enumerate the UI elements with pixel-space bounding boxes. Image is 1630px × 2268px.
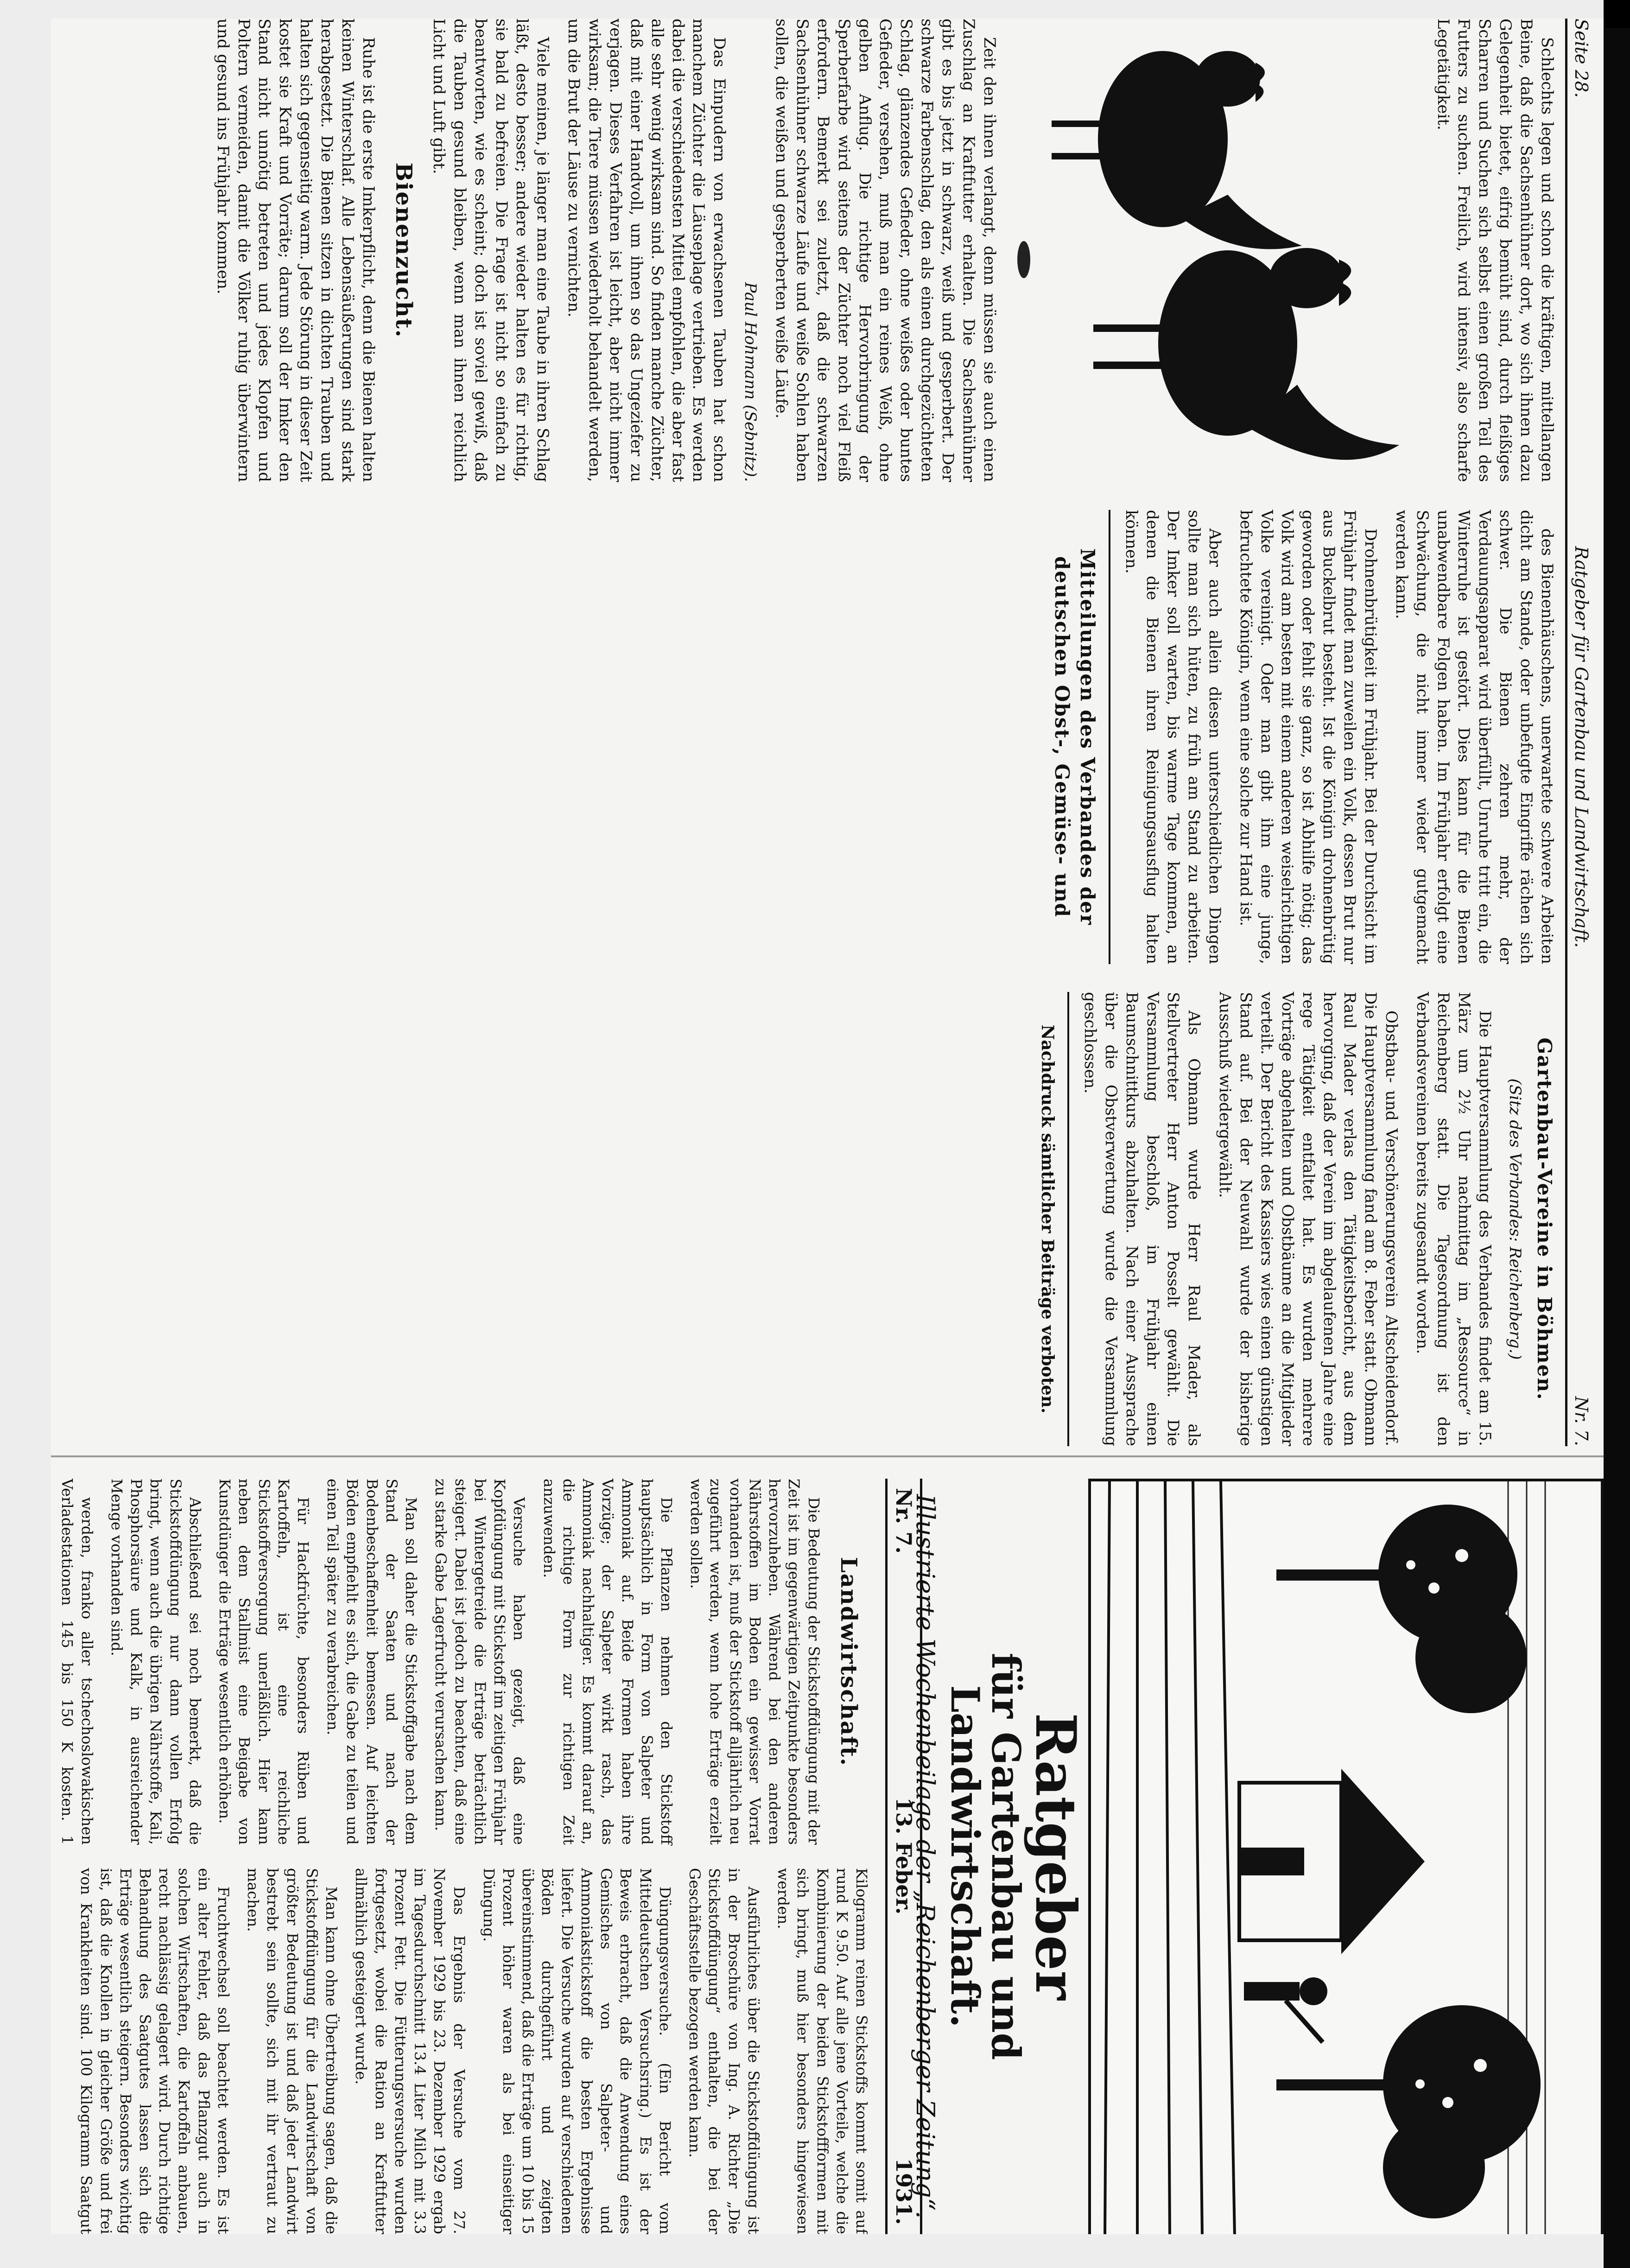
- agriculture-paragraph-1: Die Bedeutung der Stickstoffdüngung mit der Zeit ist im gegenwärtigen Zeitpunkte besonders hervorzuheben. Während bei den anderen Nährstoffen im Boden ein gewisser Vorrat vorhanden ist, muß der Stickstoff alljährlich neu zugeführt werden, wenn hohe Erträge erzielt werden sollen.: [687, 1479, 823, 1845]
- section-divider: [1109, 510, 1111, 964]
- newspaper-page: [51, 19, 1604, 2234]
- drone-brood-paragraph: Drohnenbrütigkeit im Frühjahr. Bei der Durchsicht im Frühjahr findet man zuweilen ein Volk, dessen Brut nur aus Buckelbrut besteht. Ist die Königin drohnenbrütig geworden oder fehlt sie ganz, so ist Abhilfe nötig; das Volk wird am besten mit einem anderen weiselrichtigen Volke vereinigt. Oder man gibt ihm eine junge, befruchtete Königin, wenn eine solche zur Hand ist.: [1236, 510, 1380, 964]
- rotated-sheet: [51, 19, 1604, 2234]
- column-poultry-bees: [202, 19, 1557, 482]
- association-section-subtitle: (Sitz des Verbandes: Reichenberg.): [1505, 1078, 1524, 1360]
- masthead-subtitle: Illustrierte Wochenbeilage der „Reichenberger Zeitung“.: [910, 1494, 940, 2219]
- page-gutter: [51, 1455, 1604, 1457]
- agriculture-paragraph-6: Abschließend sei noch bemerkt, daß die Stickstoffdüngung nur dann vollen Erfolg bringt, wenn auch die übrigen Nährstoffe, Kali, Phosphorsäure und Kalk, in ausreichender Menge vorhanden sind.: [108, 1479, 204, 1845]
- page-number: Nr. 7.: [1571, 1396, 1592, 1446]
- bee-section-title: Bienenzucht.: [391, 162, 417, 338]
- masthead-farm-scene-icon: [1091, 1481, 1601, 2234]
- running-title: Ratgeber für Gartenbau und Landwirtschaft.: [1571, 546, 1592, 948]
- association-section-title: Mitteilungen des Verbandes der deutschen Obst-, Gemüse- und Gartenbau-Vereine in Böhmen.: [1051, 548, 1556, 1401]
- association-paragraph-3: Als Obmann wurde Herr Raul Mader, als Stellvertreter Herr Anton Posselt gewählt. Die Versammlung beschloß, im Frühjahr einen Baumschnittkurs abzuhalten. Nach einer Aussprache über die Obstverwertung wurde die Versammlung geschlossen.: [1080, 992, 1204, 1446]
- bee-paragraph-3: Aber auch allein diesen unterschiedlichen Dingen sollte man sich hüten, zu früh am Stand zu arbeiten. Der Imker soll warten, bis warme Tage kommen, an denen die Bienen ihren Reinigungsausflug halten können.: [1122, 510, 1224, 964]
- scan-edge-right: [1604, 0, 1630, 2268]
- agriculture-paragraph-5: Für Hackfrüchte, besonders Rüben und Kartoffeln, ist eine reichliche Stickstoffversorgung unerläßlich. Hier kann neben dem Stallmist eine Beigabe von Kunstdünger die Erträge wesentlich erhöhen.: [216, 1479, 312, 1845]
- fertilizer-paragraph-6: Fruchtwechsel soll beachtet werden. Es ist ein alter Fehler, daß das Pflanzgut auch in solchen Wirtschaften, die Kartoffeln anbauen, recht nachlässig gelagert wird. Durch richtige Behandlung des Saatgutes lassen sich die Erträge wesentlich steigern. Besonders wichtig ist, daß die Knollen in gleicher Größe und frei von Krankheiten sind. 100 Kilogramm Saatgut: [77, 1868, 232, 2234]
- bee-paragraph-2: des Bienenhäuschens, unerwartete schwere Arbeiten dicht am Stande, oder unbefugte Eingriffe rächen sich schwer. Die Bienen zehren mehr, der Verdauungsapparat wird überfüllt, Unruhe tritt ein, die Winterruhe ist gestört. Dies kann für die Bienen unabwendbare Folgen haben. Im Frühjahr erfolgt eine Schwächung, die nicht immer wieder gutgemacht werden kann.: [1392, 510, 1556, 964]
- issue-dateline: [885, 1479, 922, 2234]
- scan-edge-top: [1604, 0, 1630, 28]
- fertilizer-paragraph-5: Man kann ohne Übertreibung sagen, daß die Stickstoffdüngung für die Landwirtschaft von größter Bedeutung ist und daß jeder Landwirt bestrebt sein sollte, sich mit ihr vertraut zu machen.: [244, 1868, 341, 2234]
- notice-divider: [1067, 992, 1069, 1446]
- issue-year: 1931.: [891, 2158, 916, 2225]
- page-label: Seite 28.: [1571, 19, 1592, 98]
- author-signature: Paul Hohmann (Sebnitz).: [741, 282, 760, 482]
- rooster-icon: [1005, 19, 1422, 482]
- pigeons-paragraph-2: Viele meinen, je länger man eine Taube in ihren Schlag läßt, desto besser; andere wieder halten es für richtig, sie bald zu befreien. Die Frage ist nicht so einfach zu beantworten, wie es scheint; doch ist soviel gewiß, daß die Tauben gesund bleiben, wenn man ihnen reichlich Licht und Luft gibt.: [430, 19, 552, 482]
- masthead-title: [910, 1479, 1088, 2234]
- poultry-paragraph-1: Zeit den ihnen verlangt, denn müssen sie auch einen Zuschlag an Kraftfutter erhalten. Die Sachsenhühner gibt es bis jetzt in schwarz, weiß und gesperbert. Der schwarze Farbenschlag, den als einen durchgezüchteten Schlag, glänzendes Gefieder, ohne weißes oder buntes Gefieder, versehen, muß man ein reines Weiß, ohne gelben Anflug. Die richtige Hervorbringung der Sperberfarbe wird seitens der Züchter noch viel Fleiß erfordern. Bemerkt sei zuletzt, daß die schwarzen Sachsenhühner schwarze Läufe und weiße Sohlen haben sollen, die weißen und gesperberten weiße Läufe.: [772, 19, 999, 482]
- column-association-news: [74, 510, 1557, 1446]
- running-header: [1565, 19, 1604, 1446]
- fertilizer-paragraph-1: werden, franko aller tschechoslowakischen Verladestationen 145 bis 150 K kosten. 1 Kilogramm reinen Stickstoffs kommt somit auf rund K 9.50. Auf alle jene Vorteile, welche die Kombinierung der beiden Stickstoffformen mit sich bringt, muß hier besonders hingewiesen werden.: [58, 1479, 870, 2234]
- agriculture-paragraph-4: Man soll daher die Stickstoffgabe nach dem Stand der Saaten und nach der Bodenbeschaffenheit bemessen. Auf leichten Böden empfiehlt es sich, die Gabe zu teilen und einen Teil später zu verabreichen.: [324, 1479, 420, 1845]
- association-paragraph-2: Obstbau- und Verschönerungsverein Altscheidendorf. Die Hauptversammlung fand am 8. Feber statt. Obmann Raul Mader verlas den Tätigkeitsbericht, aus dem hervorging, daß der Verein im abgelaufenen Jahre eine rege Tätigkeit entfaltet hat. Es wurden mehrere Vorträge abgehalten und Obstbäume an die Mitglieder verteilt. Der Bericht des Kassiers wies einen günstigen Stand auf. Bei der Neuwahl wurde der bisherige Ausschuß wiedergewählt.: [1216, 992, 1401, 1446]
- masthead-title-line-1: Ratgeber: [1023, 1713, 1088, 2000]
- agriculture-paragraph-2: Die Pflanzen nehmen den Stickstoff hauptsächlich in Form von Salpeter und Ammoniak auf. Beide Formen haben ihre Vorzüge; der Salpeter wirkt rasch, das Ammoniak nachhaltiger. Es kommt darauf an, die richtige Form zur richtigen Zeit anzuwenden.: [540, 1479, 675, 1845]
- issue-number: Nr. 7.: [891, 1488, 916, 1554]
- agriculture-section-title: Landwirtschaft.: [836, 1556, 862, 1767]
- masthead-title-line-2: für Gartenbau und Landwirtschaft.: [942, 1652, 1029, 2060]
- pigeons-paragraph-1: Das Einpudern von erwachsenen Tauben hat schon manchem Züchter die Läuseplage vertrieben. Es werden dabei die verschiedensten Mittel empfohlen, die aber fast alle sehr wenig wirksam sind. So finden manche Züchter, daß mit einer Handvoll, um ihnen so das Ungeziefer zu verjagen. Dieses Verfahren ist leicht, aber nicht immer wirksam; die Tiere müssen wiederholt behandelt werden, um die Brut der Läuse zu vernichten.: [564, 19, 729, 482]
- fertilizer-paragraph-4: Das Ergebnis der Versuche vom 27. November 1929 bis 23. Dezember 1929 ergab im Tagesdurchschnitt 13.4 Liter Milch mit 3.3 Prozent Fett. Die Fütterungsversuche wurden fortgesetzt, wobei die Ration an Kraftfutter allmählich gesteigert wurde.: [352, 1868, 468, 2234]
- column-agriculture: [56, 1479, 871, 2234]
- masthead-illustration: [1088, 1479, 1604, 2234]
- association-paragraph-1: Die Hauptversammlung des Verbandes findet am 15. März um 2½ Uhr nachmittag im „Ressource“ in Reichenberg statt. Die Tagesordnung ist den Verbandsvereinen bereits zugesandt worden.: [1413, 992, 1494, 1446]
- agriculture-paragraph-3: Versuche haben gezeigt, daß eine Kopfdüngung mit Stickstoff im zeitigen Frühjahr bei Wintergetreide die Erträge beträchtlich steigert. Dabei ist jedoch zu beachten, daß eine zu starke Gabe Lagerfrucht verursachen kann.: [432, 1479, 528, 1845]
- fertilizer-paragraph-2: Ausführliches über die Stickstoffdüngung ist in der Broschüre von Ing. A. Richter „Die Stickstoffdüngung“ enthalten, die bei der Geschäftsstelle bezogen werden kann.: [686, 1868, 762, 2234]
- reprint-notice: Nachdruck sämtlicher Beiträge verboten.: [1038, 1024, 1058, 1414]
- fertilizer-paragraph-3: Düngungsversuche. (Ein Bericht vom Mitteldeutschen Versuchsring.) Es ist der Beweis erbracht, daß die Anwendung eines Gemisches von Salpeter- und Ammoniakstickstoff die besten Ergebnisse liefert. Die Versuche wurden auf verschiedenen Böden durchgeführt und zeigten übereinstimmend, daß die Erträge um 10 bis 15 Prozent höher waren als bei einseitiger Düngung.: [480, 1868, 674, 2234]
- poultry-lead-text: Schlechts legen und schon die kräftigen, mittellangen Beine, daß die Sachsenhühner dort, wo sich ihnen dazu Gelegenheit bietet, eifrig bemüht sind, durch fleißiges Scharren und Suchen sich selbst einen großen Teil des Futters zu suchen. Freilich, wird intensiv, also scharfe Legetätigkeit.: [1433, 19, 1556, 482]
- bee-paragraph-1: Ruhe ist die erste Imkerpflicht, denn die Bienen halten keinen Winterschlaf. Alle Lebensäußerungen sind stark herabgesetzt. Die Bienen sitzen in dichten Trauben und halten sich gegenseitig warm. Jede Störung in dieser Zeit kostet sie Kraft und Vorräte; darum soll der Imker den Stand nicht unnötig betreten und jedes Klopfen und Poltern vermeiden, damit die Völker ruhig überwintern und gesund ins Frühjahr kommen.: [213, 19, 378, 482]
- issue-date: 13. Feber.: [891, 1797, 916, 1915]
